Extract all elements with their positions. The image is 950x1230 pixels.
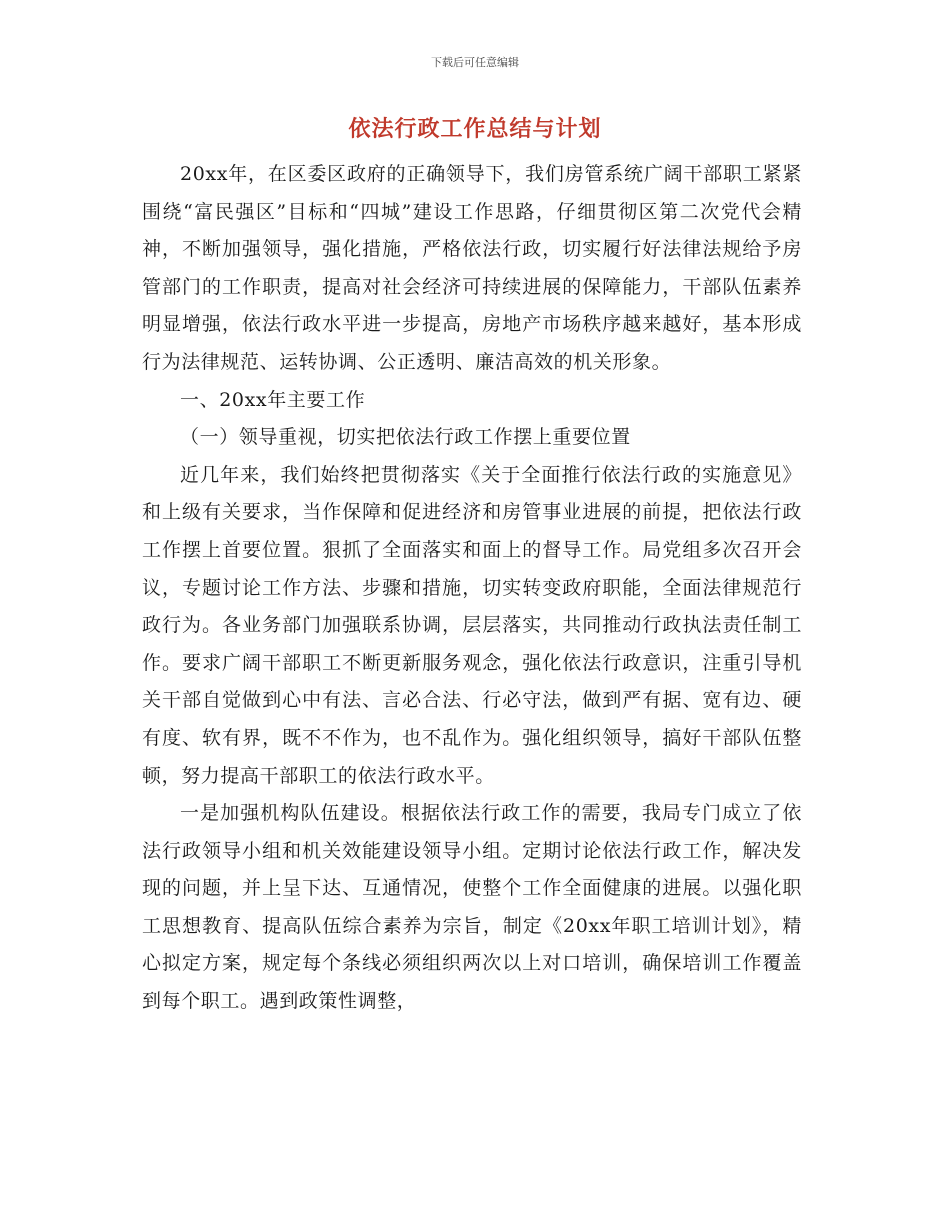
document-title: 依法行政工作总结与计划: [348, 117, 602, 142]
page-header-note: 下载后可任意编辑: [431, 56, 519, 69]
document-body: [142, 156, 802, 1021]
section-heading: 一、20xx年主要工作: [180, 388, 366, 411]
body-paragraph: 一是加强机构队伍建设。根据依法行政工作的需要，我局专门成立了依法行政领导小组和机关效能建设领导小组。定期讨论依法行政工作，解决发现的问题，并上呈下达、互通情况，使整个工作全面健康的进展。以强化职工思想教育、提高队伍综合素养为宗旨，制定《20xx年职工培训计划》，精心拟定方案，规定每个条线必须组织两次以上对口培训，确保培训工作覆盖到每个职工。遇到政策性调整，: [142, 802, 802, 1013]
subsection-heading: （一）领导重视，切实把依法行政工作摆上重要位置: [180, 426, 631, 449]
intro-paragraph: 20xx年，在区委区政府的正确领导下，我们房管系统广阔干部职工紧紧围绕“富民强区”目标和“四城”建设工作思路，仔细贯彻区第二次党代会精神，不断加强领导，强化措施，严格依法行政，切实履行好法律法规给予房管部门的工作职责，提高对社会经济可持续进展的保障能力，干部队伍素养明显增强，依法行政水平进一步提高，房地产市场秩序越来越好，基本形成行为法律规范、运转协调、公正透明、廉洁高效的机关形象。: [142, 163, 802, 373]
body-paragraph: 近几年来，我们始终把贯彻落实《关于全面推行依法行政的实施意见》和上级有关要求，当作保障和促进经济和房管事业进展的前提，把依法行政工作摆上首要位置。狠抓了全面落实和面上的督导工作。局党组多次召开会议，专题讨论工作方法、步骤和措施，切实转变政府职能，全面法律规范行政行为。各业务部门加强联系协调，层层落实，共同推动行政执法责任制工作。要求广阔干部职工不断更新服务观念，强化依法行政意识，注重引导机关干部自觉做到心中有法、言必合法、行必守法，做到严有据、宽有边、硬有度、软有界，既不不作为，也不乱作为。强化组织领导，搞好干部队伍整顿，努力提高干部职工的依法行政水平。: [142, 463, 802, 787]
